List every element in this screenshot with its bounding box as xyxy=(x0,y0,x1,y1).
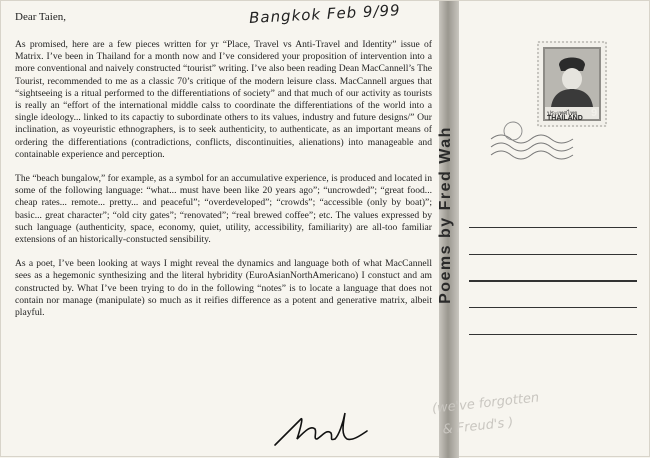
letter-body xyxy=(15,39,432,331)
paragraph-2: The “beach bungalow,” for example, as a symbol for an accumulative experience, is produced and located in some of the following language: “what... must have been like 20 years ago”; “uncrowded”; “great food... cheap rates... remote... pretty... and peaceful”; “overdeveloped”; “crowds”; “accessible (only by boat)”; basic... great character”; “old city gates”; “renovated”; “real brewed coffee”; etc. The values expressed by such language (authenticity, space, economy, quiet, utility, accessibility, familiarity) are all-too familiar extensions of an historically-constucted sensibility. xyxy=(15,173,432,246)
paragraph-1: As promised, here are a few pieces written for yr “Place, Travel vs Anti-Travel and Identity” issue of Matrix. I’ve been in Thailand for a month now and I’ve considered your proposition of intervention into a more conventional and naively constructed “tourist” writing. I’ve also been reading Dean MacCannell’s The Tourist, recommended to me as a classic 70’s critique of the modern leisure class. MacCannell argues that “sightseeing is a ritual performed to the differentiations of society” and that much of our activity as tourists is really an “effort of the international middle calss to coordinate the differentiations of the world into a single ideology... linked to its capactiy to subordinate others to its values, industry and future designs/” Our inclination, as voyeuristic ethnographers, is to seek authenticity, to authenticate, as an important means of ordering the differentiations (contradictions, conflicts, discontinuities, alienations) into manageable and containable experience and perception. xyxy=(15,39,432,160)
faint-handwriting: (we've forgotten & Freud's ) xyxy=(431,390,540,439)
address-line xyxy=(469,254,637,255)
address-line xyxy=(469,334,637,335)
paragraph-3: As a poet, I’ve been looking at ways I might reveal the dynamics and language both of what MacCannell sees as a hegemonic synthesizing and the literal hybridity (EuroAsianNorthAmericano) I constuct and am constructed by. What I’ve been trying to do in the following “notes” is to locate a language that does not contain nor manage (manipulate) so much as it reifies difference as a potent and generative matrix, albeit playful. xyxy=(15,258,432,319)
address-line xyxy=(469,307,637,308)
address-lines xyxy=(469,227,637,360)
postmark-icon xyxy=(489,119,575,167)
handwritten-date: Bangkok Feb 9/99 xyxy=(248,1,402,27)
vertical-title: Poems by Fred Wah xyxy=(437,126,454,304)
stamp-script: ประเทศไทย xyxy=(547,110,578,117)
stamp-value: 9 xyxy=(591,107,598,119)
address-line xyxy=(469,227,637,228)
signature-icon xyxy=(271,405,371,451)
address-line xyxy=(469,280,637,281)
greeting: Dear Taien, xyxy=(15,11,66,23)
stamp-country: THAILAND xyxy=(547,115,583,122)
